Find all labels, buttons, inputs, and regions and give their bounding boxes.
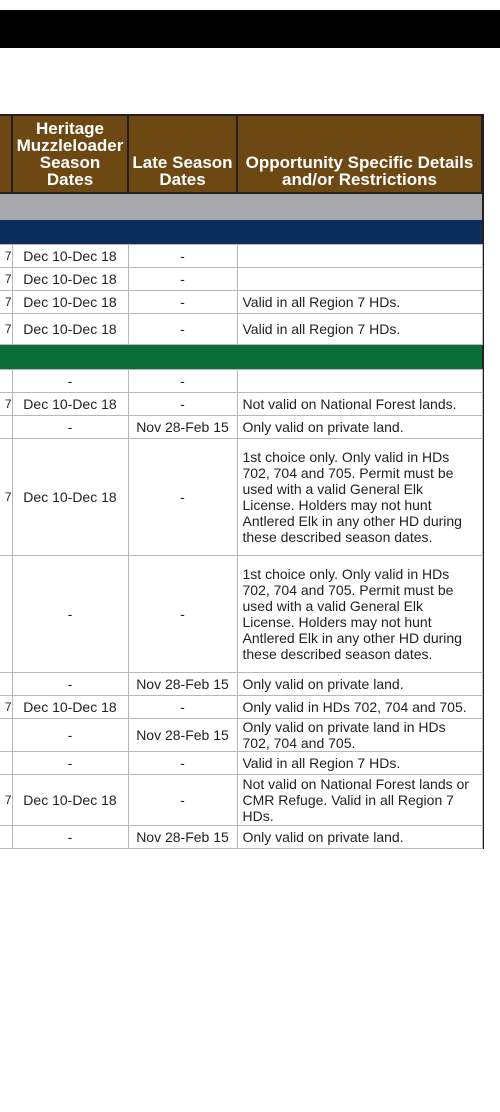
muzzleloader-dates: - — [12, 370, 128, 393]
opportunity-details: Valid in all Region 7 HDs. — [237, 752, 482, 775]
opportunity-details: Not valid on National Forest lands or CMR Refuge. Valid in all Region 7 HDs. — [237, 775, 482, 826]
muzzleloader-dates: Dec 10-Dec 18 — [12, 393, 128, 416]
header-row — [0, 115, 482, 193]
late-season-dates: - — [128, 291, 237, 314]
opportunity-details: Not valid on National Forest lands. — [237, 393, 482, 416]
table-row — [0, 696, 482, 719]
muzzleloader-dates: - — [12, 752, 128, 775]
late-season-dates: - — [128, 775, 237, 826]
table-row — [0, 752, 482, 775]
muzzleloader-dates: - — [12, 719, 128, 752]
muzzleloader-dates: Dec 10-Dec 18 — [12, 268, 128, 291]
late-season-dates: - — [128, 439, 237, 556]
muzzleloader-dates: Dec 10-Dec 18 — [12, 439, 128, 556]
muzzleloader-dates: Dec 10-Dec 18 — [12, 775, 128, 826]
row-stub: 7 — [0, 439, 12, 556]
muzzleloader-dates: Dec 10-Dec 18 — [12, 314, 128, 345]
table-row — [0, 556, 482, 673]
header-late-season: Late Season Dates — [128, 115, 237, 193]
table-row — [0, 719, 482, 752]
row-stub: 7 — [0, 696, 12, 719]
opportunity-details: Valid in all Region 7 HDs. — [237, 291, 482, 314]
muzzleloader-dates: - — [12, 673, 128, 696]
opportunity-details: Only valid on private land. — [237, 673, 482, 696]
late-season-dates: Nov 28-Feb 15 — [128, 719, 237, 752]
late-season-dates: - — [128, 696, 237, 719]
season-dates-table-wrapper — [0, 114, 484, 849]
row-stub — [0, 673, 12, 696]
opportunity-details: Only valid on private land. — [237, 826, 482, 849]
muzzleloader-dates: - — [12, 826, 128, 849]
late-season-dates: - — [128, 314, 237, 345]
table-row — [0, 370, 482, 393]
table-row — [0, 291, 482, 314]
late-season-dates: Nov 28-Feb 15 — [128, 416, 237, 439]
table-row — [0, 314, 482, 345]
header-stub — [0, 115, 12, 193]
table-row — [0, 673, 482, 696]
late-season-dates: - — [128, 370, 237, 393]
opportunity-details: Valid in all Region 7 HDs. — [237, 314, 482, 345]
row-stub — [0, 719, 12, 752]
table-row — [0, 268, 482, 291]
late-season-dates: Nov 28-Feb 15 — [128, 673, 237, 696]
late-season-dates: - — [128, 752, 237, 775]
opportunity-details: 1st choice only. Only valid in HDs 702, 704 and 705. Permit must be used with a valid General Elk License. Holders may not hunt Antlered Elk in any other HD during these described season dates. — [237, 556, 482, 673]
opportunity-details: Only valid in HDs 702, 704 and 705. — [237, 696, 482, 719]
late-season-dates: Nov 28-Feb 15 — [128, 826, 237, 849]
table-row — [0, 826, 482, 849]
row-stub — [0, 556, 12, 673]
row-stub — [0, 752, 12, 775]
table-row — [0, 393, 482, 416]
row-stub: 7 — [0, 314, 12, 345]
opportunity-details: 1st choice only. Only valid in HDs 702, 704 and 705. Permit must be used with a valid General Elk License. Holders may not hunt Antlered Elk in any other HD during these described season dates. — [237, 439, 482, 556]
row-stub: 7 — [0, 291, 12, 314]
late-season-dates: - — [128, 245, 237, 268]
row-stub — [0, 826, 12, 849]
row-stub — [0, 370, 12, 393]
row-stub: 7 — [0, 245, 12, 268]
section-band-navy — [0, 220, 482, 245]
header-opportunity-details: Opportunity Specific Details and/or Restrictions — [237, 115, 482, 193]
late-season-dates: - — [128, 268, 237, 291]
section-band-gray — [0, 193, 482, 220]
opportunity-details: Only valid on private land. — [237, 416, 482, 439]
table-row — [0, 245, 482, 268]
late-season-dates: - — [128, 393, 237, 416]
row-stub: 7 — [0, 775, 12, 826]
muzzleloader-dates: Dec 10-Dec 18 — [12, 696, 128, 719]
table-row — [0, 439, 482, 556]
muzzleloader-dates: - — [12, 416, 128, 439]
muzzleloader-dates: Dec 10-Dec 18 — [12, 291, 128, 314]
opportunity-details — [237, 245, 482, 268]
season-dates-table — [0, 114, 483, 849]
row-stub: 7 — [0, 268, 12, 291]
table-row — [0, 416, 482, 439]
row-stub: 7 — [0, 393, 12, 416]
muzzleloader-dates: - — [12, 556, 128, 673]
late-season-dates: - — [128, 556, 237, 673]
opportunity-details: Only valid on private land in HDs 702, 704 and 705. — [237, 719, 482, 752]
header-heritage-muzzleloader: Heritage Muzzleloader Season Dates — [12, 115, 128, 193]
opportunity-details — [237, 370, 482, 393]
top-black-bar — [0, 10, 500, 48]
muzzleloader-dates: Dec 10-Dec 18 — [12, 245, 128, 268]
opportunity-details — [237, 268, 482, 291]
table-row — [0, 775, 482, 826]
row-stub — [0, 416, 12, 439]
section-band-green — [0, 345, 482, 370]
